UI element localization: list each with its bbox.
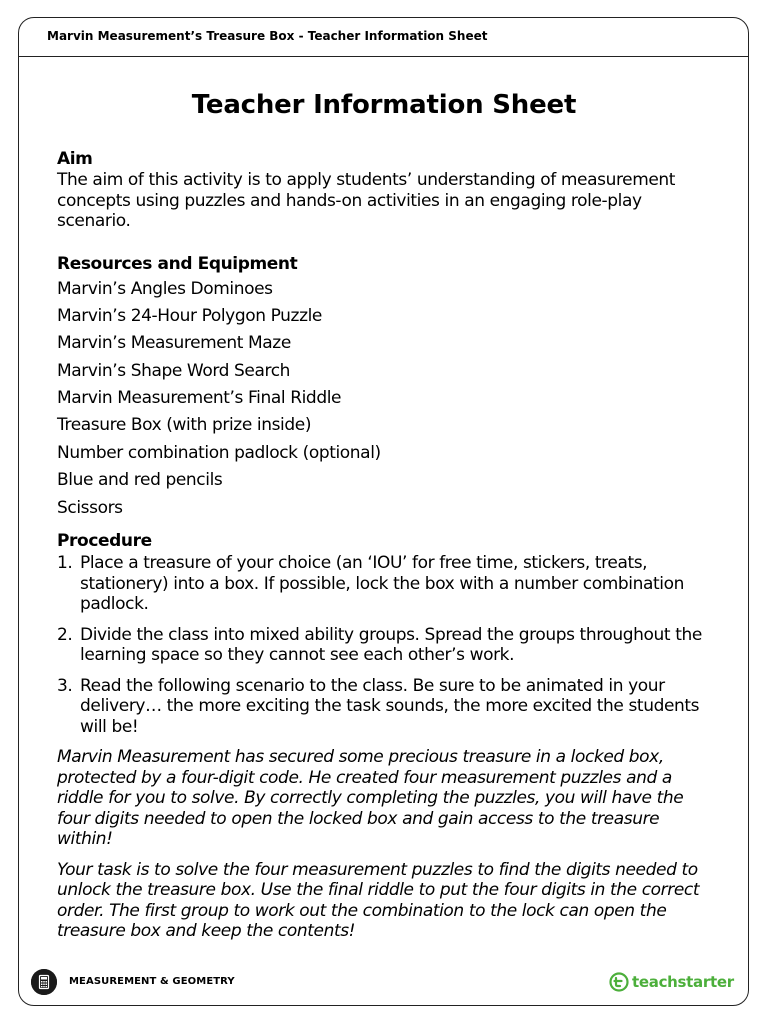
resources-heading: Resources and Equipment — [57, 253, 298, 274]
step-number: 3. — [57, 675, 73, 696]
procedure-step — [57, 625, 717, 666]
list-item: Treasure Box (with prize inside) — [57, 415, 312, 436]
aim-text: The aim of this activity is to apply students’ understanding of measurement concepts using puzzles and hands-on activities in an engaging role-play scenario. — [57, 170, 676, 231]
step-number: 2. — [57, 624, 73, 645]
list-item: Marvin’s Shape Word Search — [57, 360, 291, 381]
step-text: Place a treasure of your choice (an ‘IOU’ for free time, stickers, treats, stationery) into a box. If possible, lock the box with a number combination padlock. — [80, 553, 684, 615]
list-item: Blue and red pencils — [57, 470, 223, 491]
footer-subject-label: MEASUREMENT & GEOMETRY — [69, 976, 235, 987]
list-item: Marvin’s Angles Dominoes — [57, 278, 273, 299]
step-number: 1. — [57, 553, 73, 574]
teachstarter-mark-icon — [609, 972, 629, 992]
procedure-step — [57, 553, 717, 615]
scenario-paragraph: Marvin Measurement has secured some precious treasure in a locked box, protected by a four-digit code. He created four measurement puzzles and a riddle for you to solve. By correctly completing the puzzles, you will have the four digits needed to open the locked box and gain access to the treasure within! — [57, 747, 684, 850]
list-item: Marvin’s 24-Hour Polygon Puzzle — [57, 305, 322, 326]
aim-heading: Aim — [57, 149, 93, 169]
list-item: Number combination padlock (optional) — [57, 442, 381, 463]
content — [57, 148, 717, 952]
procedure-list — [57, 553, 717, 737]
calculator-icon — [31, 969, 57, 995]
header-title: Marvin Measurement’s Treasure Box - Teacher Information Sheet — [47, 29, 488, 43]
step-text: Divide the class into mixed ability groups. Spread the groups throughout the learning space so they cannot see each other’s work. — [80, 624, 702, 666]
list-item: Marvin’s Measurement Maze — [57, 333, 291, 354]
step-text: Read the following scenario to the class. Be sure to be animated in your delivery… the more exciting the task sounds, the more excited the students will be! — [80, 675, 700, 737]
teachstarter-logo[interactable] — [609, 969, 734, 995]
procedure-heading: Procedure — [57, 531, 152, 552]
header-bar — [19, 18, 748, 57]
list-item: Scissors — [57, 497, 123, 518]
procedure-step — [57, 676, 717, 738]
list-item: Marvin Measurement’s Final Riddle — [57, 388, 342, 409]
page-title: Teacher Information Sheet — [191, 90, 577, 120]
task-paragraph: Your task is to solve the four measurement puzzles to find the digits needed to unlock the treasure box. Use the final riddle to put the four digits in the correct order. The first group to work out the combination to the lock can open the treasure box and keep the contents! — [57, 859, 700, 942]
brand-name: teachstarter — [632, 973, 734, 991]
resources-list — [57, 278, 717, 525]
